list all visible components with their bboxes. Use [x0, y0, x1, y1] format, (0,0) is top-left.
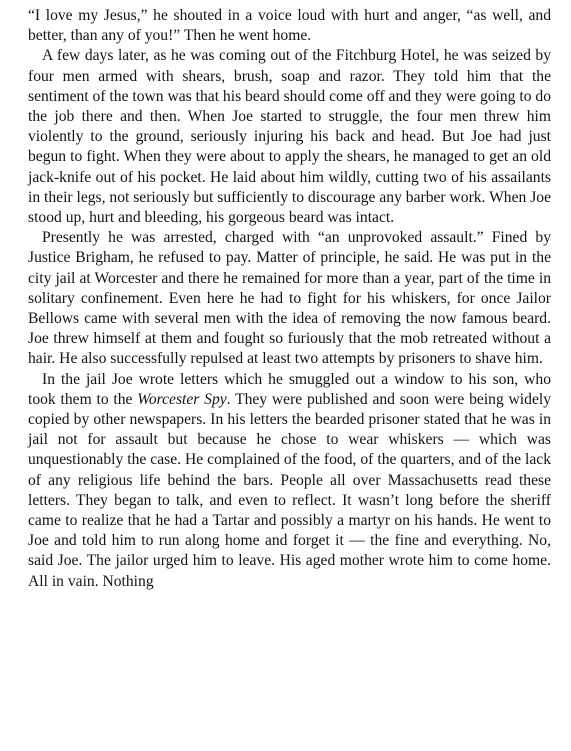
paragraph-4-text-after: . They were published and soon were being widely copied by other newspapers. In his letters the bearded prisoner stated that he was in jail not for assault but because he chose to wear whiskers — which was unquestionably the case. He complained of the food, of the quarters, and of the lack of any religious life behind the bars. People all over Massachusetts read these letters. They began to talk, and even to reflect. It wasn’t long before the sheriff came to realize that he had a Tartar and possibly a martyr on his hands. He went to Joe and told him to run along home and forget it — the fine and everything. No, said Joe. The jailor urged him to leave. His aged mother wrote him to come home. All in vain. Nothing	[28, 390, 551, 590]
newspaper-title: Worcester Spy	[137, 390, 227, 408]
paragraph-3	[28, 228, 551, 369]
paragraph-2-text: A few days later, as he was coming out of the Fitchburg Hotel, he was seized by four men armed with shears, brush, soap and razor. They told him that the sentiment of the town was that his beard should come off and they were going to do the job there and then. When Joe started to struggle, the four men threw him violently to the ground, seriously injuring his back and head. But Joe had just begun to fight. When they were about to apply the shears, he managed to get an old jack-knife out of his pocket. He laid about him wildly, cutting two of his assailants in their legs, not seriously but sufficiently to discourage any barber work. When Joe stood up, hurt and bleeding, his gorgeous beard was intact.	[28, 47, 551, 227]
paragraph-3-text: Presently he was arrested, charged with “an unprovoked assault.” Fined by Justice Brigham, he refused to pay. Matter of principle, he said. He was put in the city jail at Worcester and there he remained for more than a year, part of the time in solitary confinement. Even here he had to fight for his whiskers, for once Jailor Bellows came with several men with the idea of removing the now famous beard. Joe threw himself at them and fought so furiously that the mob retreated without a hair. He also successfully repulsed at least two attempts by prisoners to shave him.	[28, 229, 551, 368]
paragraph-1-text: “I love my Jesus,” he shouted in a voice loud with hurt and anger, “as well, and better, than any of you!” Then he went home.	[28, 7, 551, 45]
paragraph-4	[28, 370, 551, 592]
paragraph-4-text-before: In the jail Joe wrote letters which he smuggled out a window to his son, who took them to the	[28, 370, 551, 408]
paragraph-2	[28, 46, 551, 228]
paragraph-1	[28, 6, 551, 46]
